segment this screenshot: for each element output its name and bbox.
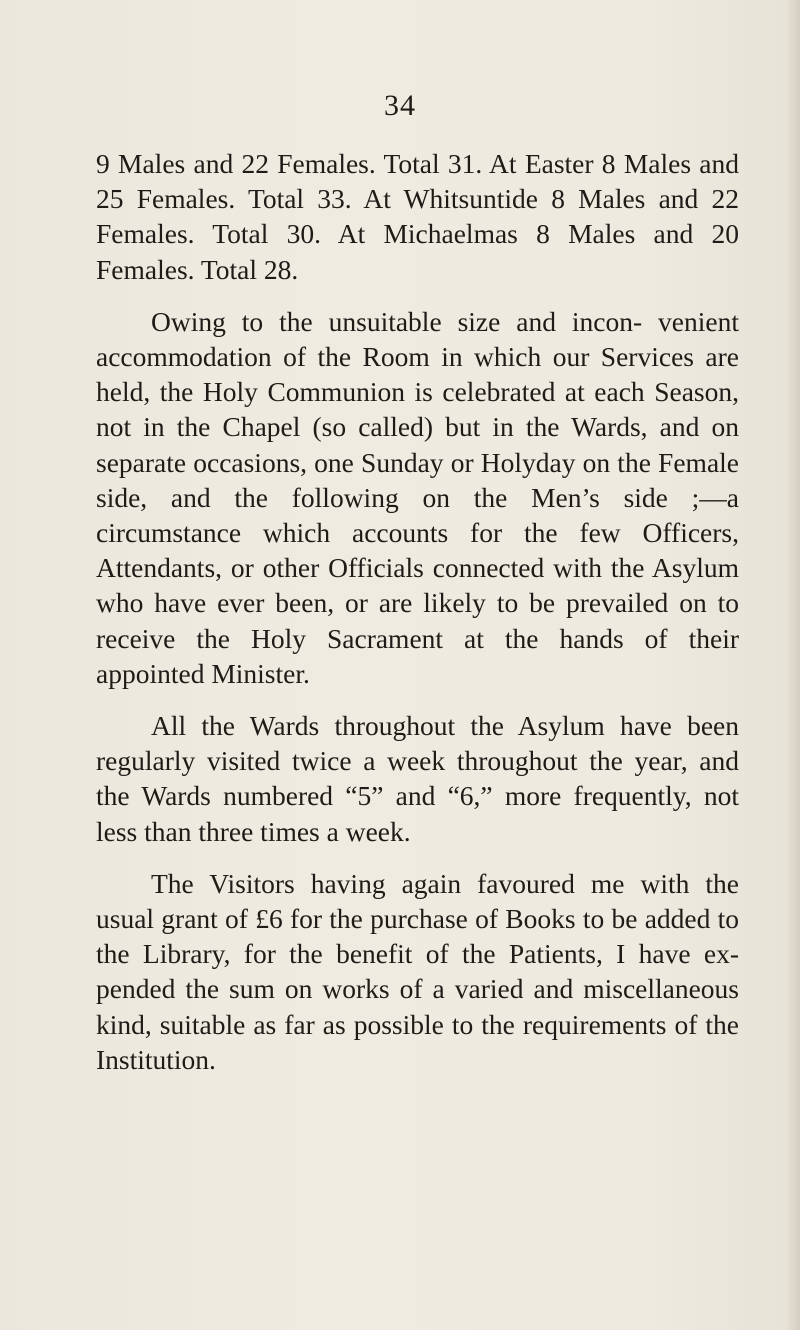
paragraph-communicant-totals: 9 Males and 22 Females. Total 31. At Easter 8 Males and 25 Females. Total 33. At Whitsuntide 8 Males and 22 Females. Total 30. At Michaelmas 8 Males and 20 Females. Total 28. [96,148,739,285]
page-edge-shadow [786,0,800,1330]
paragraph-holy-communion: Owing to the unsuitable size and incon- venient accommodation of the Room in which our Services are held, the Holy Communion is celebrated at each Season, not in the Chapel (so called) but in the Wards, and on separate occasions, one Sunday or Holyday on the Female side, and the following on the Men’s side ;—a circumstance which accounts for the few Officers, Attendants, or other Officials connected with the Asylum who have ever been, or are likely to be prevailed on to receive the Holy Sacrament at the hands of their appointed Minister. [96,305,739,689]
paragraph-library-grant: The Visitors having again favoured me with the usual grant of £6 for the purchase of Books to be added to the Library, for the benefit of the Patients, I have ex- pended the sum on works of a varied and miscellaneous kind, suitable as far as possible to the requirements of the Institution. [96,867,739,1075]
body-text [96,146,739,1077]
page-number: 34 [384,89,416,122]
paragraph-ward-visits: All the Wards throughout the Asylum have been regularly visited twice a week throughout the year, and the Wards numbered “5” and “6,” more frequently, not less than three times a week. [96,710,739,847]
